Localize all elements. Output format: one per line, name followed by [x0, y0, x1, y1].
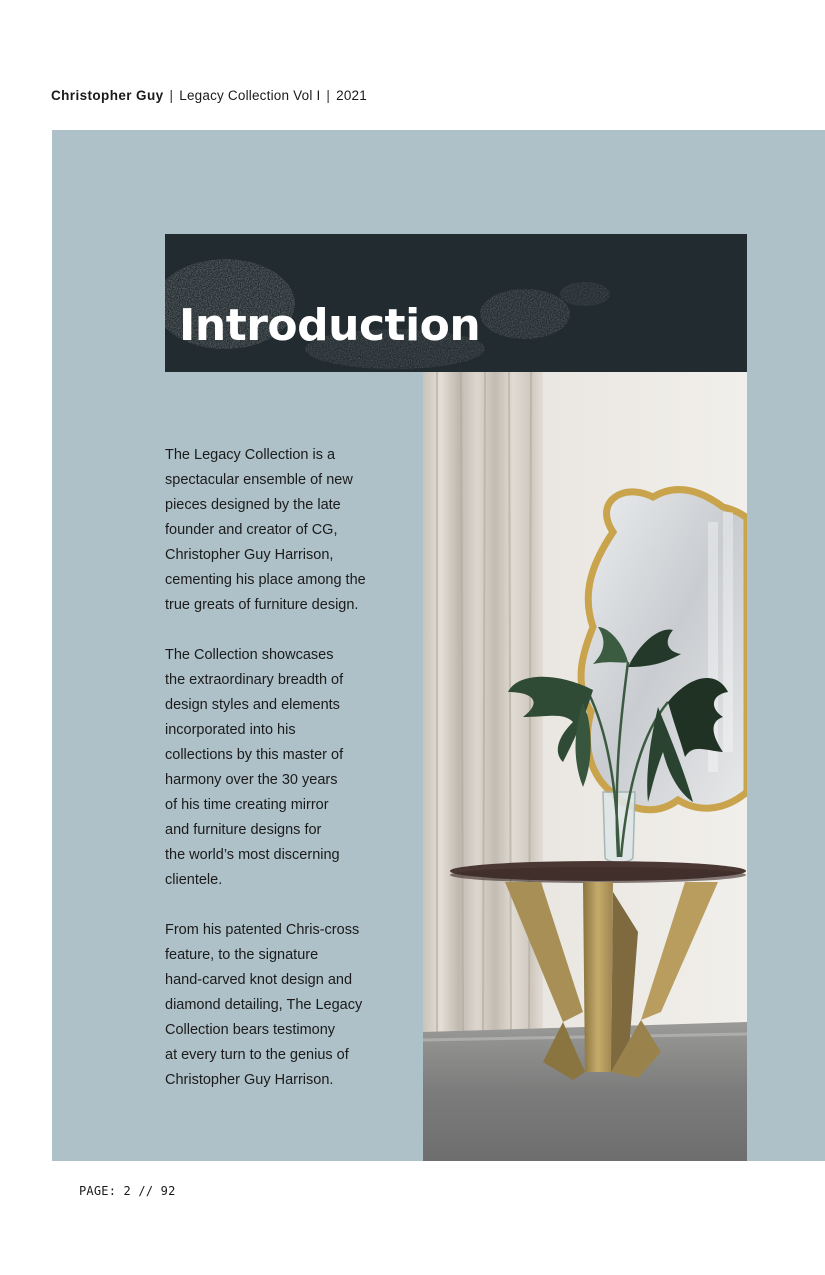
text-line: and furniture designs for [165, 822, 322, 838]
paragraph [165, 443, 415, 618]
text-line: harmony over the 30 years [165, 772, 338, 788]
text-line: hand-carved knot design and [165, 972, 353, 988]
intro-body [165, 443, 415, 1118]
text-line: true greats of furniture design. [165, 597, 359, 613]
text-line: The Collection showcases [165, 647, 334, 663]
text-line: of his time creating mirror [165, 797, 329, 813]
text-line: Collection bears testimony [165, 1022, 336, 1038]
text-line: feature, to the signature [165, 947, 319, 963]
title-banner [165, 234, 747, 372]
header-year: 2021 [336, 88, 367, 103]
text-line: pieces designed by the late [165, 497, 341, 513]
text-line: design styles and elements [165, 697, 340, 713]
text-line: diamond detailing, The Legacy [165, 997, 363, 1013]
text-line: the world’s most discerning [165, 847, 340, 863]
text-line: founder and creator of CG, [165, 522, 338, 538]
header-separator: | [326, 88, 331, 103]
text-line: Christopher Guy Harrison, [165, 547, 334, 563]
text-line: cementing his place among the [165, 572, 366, 588]
text-line: the extraordinary breadth of [165, 672, 344, 688]
text-line: spectacular ensemble of new [165, 472, 353, 488]
page-number: PAGE: 2 // 92 [79, 1184, 176, 1198]
text-line: clientele. [165, 872, 223, 888]
text-line: Christopher Guy Harrison. [165, 1072, 334, 1088]
running-header [51, 88, 367, 103]
header-separator: | [169, 88, 174, 103]
header-brand: Christopher Guy [51, 88, 164, 103]
paragraph [165, 643, 415, 893]
text-line: collections by this master of [165, 747, 344, 763]
header-collection: Legacy Collection Vol I [179, 88, 321, 103]
text-line: The Legacy Collection is a [165, 447, 336, 463]
page-title: Introduction [179, 300, 481, 351]
text-line: incorporated into his [165, 722, 296, 738]
furniture-illustration [423, 372, 747, 1161]
text-line: From his patented Chris-cross [165, 922, 360, 938]
text-line: at every turn to the genius of [165, 1047, 349, 1063]
paragraph [165, 918, 415, 1093]
